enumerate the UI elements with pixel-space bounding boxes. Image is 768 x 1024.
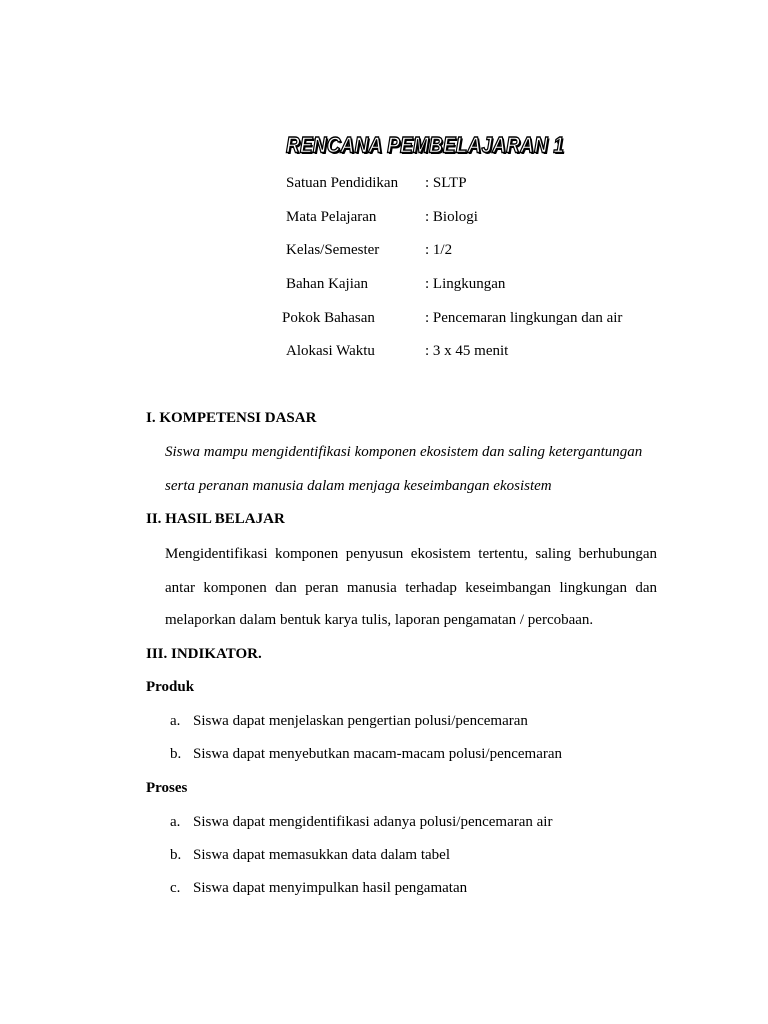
meta-label-mapel: Mata Pelajaran (286, 209, 377, 225)
list-marker: b. (170, 746, 182, 762)
meta-label-bahan: Bahan Kajian (286, 276, 369, 292)
list-item: Siswa dapat menjelaskan pengertian polusi/pencemaran (193, 713, 528, 729)
kompetensi-line-1: Siswa mampu mengidentifikasi komponen ekosistem dan saling ketergantungan (165, 444, 643, 460)
section-heading-hasil: II. HASIL BELAJAR (146, 511, 285, 527)
meta-label-satuan: Satuan Pendidikan (286, 175, 399, 191)
meta-label-alokasi: Alokasi Waktu (286, 343, 375, 359)
meta-value-pokok: : Pencemaran lingkungan dan air (425, 310, 623, 326)
document-title: RENCANA PEMBELAJARAN 1 (286, 134, 565, 159)
list-marker: a. (170, 814, 181, 830)
section-heading-indikator: III. INDIKATOR. (146, 646, 262, 662)
kompetensi-line-2: serta peranan manusia dalam menjaga keseimbangan ekosistem (165, 478, 552, 494)
list-marker: c. (170, 880, 181, 896)
meta-value-bahan: : Lingkungan (425, 276, 506, 292)
meta-value-alokasi: : 3 x 45 menit (425, 343, 509, 359)
list-item: Siswa dapat memasukkan data dalam tabel (193, 847, 450, 863)
hasil-line-3: melaporkan dalam bentuk karya tulis, laporan pengamatan / percobaan. (165, 612, 594, 628)
meta-value-kelas: : 1/2 (425, 242, 453, 258)
subheading-produk: Produk (146, 679, 195, 695)
list-marker: b. (170, 847, 182, 863)
section-heading-kompetensi: I. KOMPETENSI DASAR (146, 410, 317, 426)
meta-label-kelas: Kelas/Semester (286, 242, 380, 258)
hasil-line-2: antar komponen dan peran manusia terhadap keseimbangan lingkungan dan (165, 580, 657, 596)
meta-label-pokok: Pokok Bahasan (282, 310, 375, 326)
subheading-proses: Proses (146, 780, 188, 796)
list-marker: a. (170, 713, 181, 729)
meta-value-mapel: : Biologi (425, 209, 478, 225)
list-item: Siswa dapat mengidentifikasi adanya polusi/pencemaran air (193, 814, 553, 830)
hasil-line-1: Mengidentifikasi komponen penyusun ekosistem tertentu, saling berhubungan (165, 546, 657, 562)
list-item: Siswa dapat menyimpulkan hasil pengamatan (193, 880, 468, 896)
meta-value-satuan: : SLTP (425, 175, 467, 191)
list-item: Siswa dapat menyebutkan macam-macam polusi/pencemaran (193, 746, 563, 762)
